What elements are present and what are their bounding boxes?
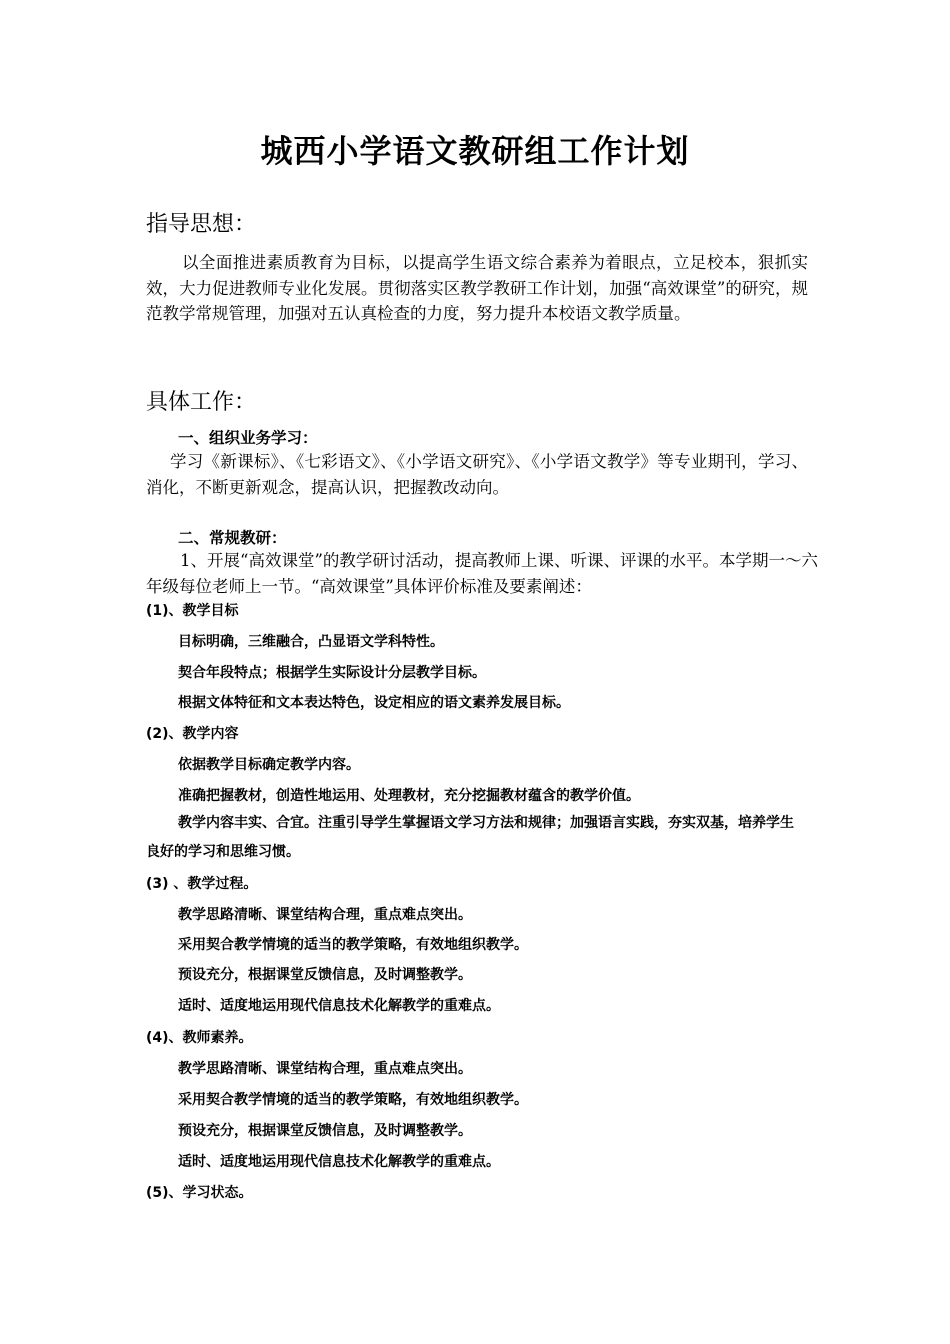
document-title: 城西小学语文教研组工作计划 xyxy=(260,132,690,170)
criterion-item: 教学思路清晰、课堂结构合理，重点难点突出。 xyxy=(178,1061,472,1077)
work-heading: 具体工作： xyxy=(146,390,257,415)
criterion-item: 适时、适度地运用现代信息技术化解教学的重难点。 xyxy=(178,998,500,1014)
criterion-label: (4)、教师素养。 xyxy=(146,1030,253,1046)
criterion-label: (2)、教学内容 xyxy=(146,726,239,742)
criterion-item: 适时、适度地运用现代信息技术化解教学的重难点。 xyxy=(178,1154,500,1170)
criterion-item: 根据文体特征和文本表达特色，设定相应的语文素养发展目标。 xyxy=(178,695,570,711)
section2-heading: 二、常规教研： xyxy=(178,529,287,547)
criterion-item: 预设充分，根据课堂反馈信息，及时调整教学。 xyxy=(178,1123,472,1139)
criterion-label: (5)、学习状态。 xyxy=(146,1185,253,1201)
criterion-item: 准确把握教材，创造性地运用、处理教材，充分挖掘教材蕴含的教学价值。 xyxy=(178,788,640,804)
section2-paragraph: 1、开展“高效课堂”的教学研讨活动，提高教师上课、听课、评课的水平。本学期一～六年级每位老师上一节。“高效课堂”具体评价标准及要素阐述： xyxy=(146,551,818,596)
criterion-item: 教学内容丰实、合宜。注重引导学生掌握语文学习方法和规律；加强语言实践，夯实双基，培养学生良好的学习和思维习惯。 xyxy=(146,815,794,860)
guiding-heading: 指导思想： xyxy=(146,212,257,237)
criterion-item: 采用契合教学情境的适当的教学策略，有效地组织教学。 xyxy=(178,937,528,953)
guiding-paragraph: 以全面推进素质教育为目标，以提高学生语文综合素养为着眼点，立足校本，狠抓实效，大力促进教师专业化发展。贯彻落实区教学教研工作计划，加强“高效课堂”的研究，规范教学常规管理，加强对五认真检查的力度，努力提升本校语文教学质量。 xyxy=(146,253,808,323)
criterion-item: 采用契合教学情境的适当的教学策略，有效地组织教学。 xyxy=(178,1092,528,1108)
criterion-item: 契合年段特点；根据学生实际设计分层教学目标。 xyxy=(178,665,486,681)
section1-paragraph: 学习《新课标》、《七彩语文》、《小学语文研究》、《小学语文教学》等专业期刊，学习、消化，不断更新观念，提高认识，把握教改动向。 xyxy=(146,452,808,497)
criterion-item: 依据教学目标确定教学内容。 xyxy=(178,757,360,773)
section1-heading: 一、组织业务学习： xyxy=(178,429,318,447)
criterion-item: 教学思路清晰、课堂结构合理，重点难点突出。 xyxy=(178,907,472,923)
criterion-label: (3) 、教学过程。 xyxy=(146,876,258,892)
criterion-item: 预设充分，根据课堂反馈信息，及时调整教学。 xyxy=(178,967,472,983)
criterion-label: (1)、教学目标 xyxy=(146,603,239,619)
criterion-item: 目标明确，三维融合，凸显语文学科特性。 xyxy=(178,634,444,650)
